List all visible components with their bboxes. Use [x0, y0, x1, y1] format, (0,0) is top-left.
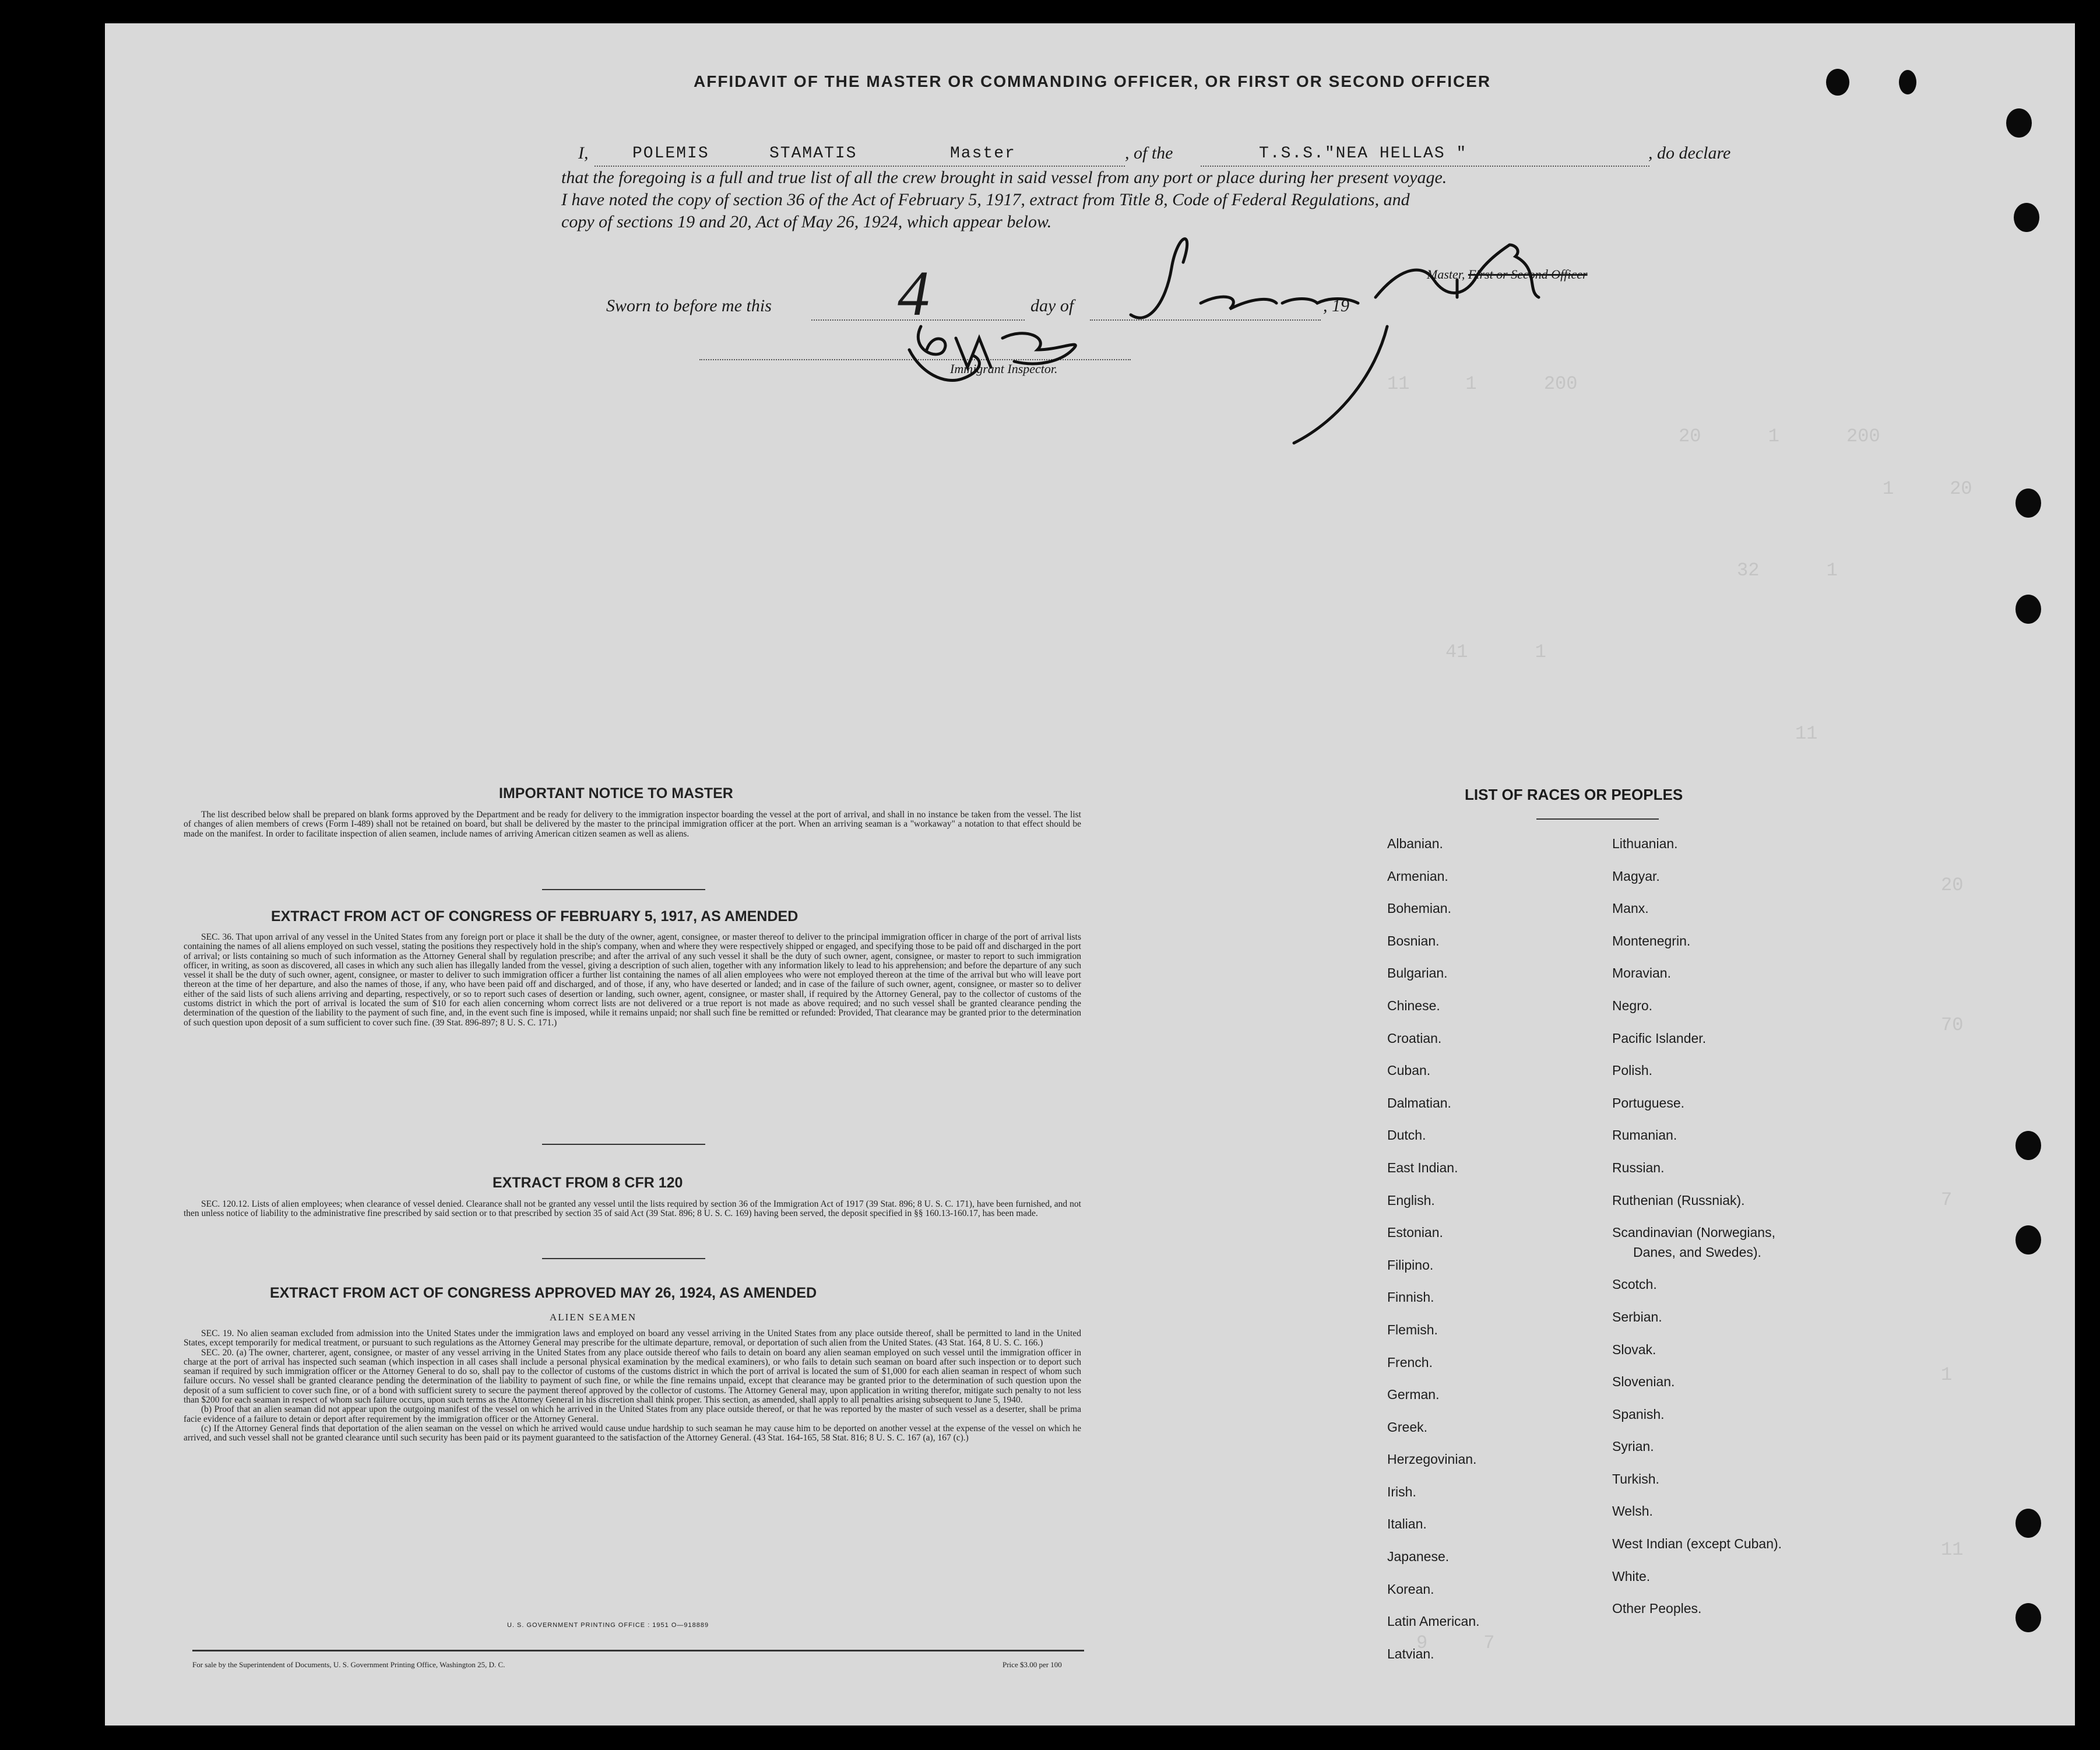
day-of-label: day of [1030, 296, 1074, 315]
race-item: Scandinavian (Norwegians, [1612, 1225, 1775, 1241]
sec-20c-paragraph: (c) If the Attorney General finds that deportation of the alien seaman on the vessel on which he arrived would cause undue hardship to such seaman he may cause him to be deported on another vessel at the expense of the vessel on which he arrived, and such vessel shall not be granted clearance until such security has been paid or its payment guaranteed to the satisfaction of the Attorney General. (43 Stat. 164-165, 58 Stat. 816; 8 U. S. C. 167 (a), 167 (c).) [184, 1423, 1081, 1443]
race-item: West Indian (except Cuban). [1612, 1536, 1782, 1552]
race-item: Manx. [1612, 901, 1649, 916]
do-declare-label: , do declare [1648, 143, 1731, 163]
affidavit-line-3: I have noted the copy of section 36 of the Act of February 5, 1917, extract from Title 8, Code of Federal Regulations, and [561, 190, 1410, 209]
footer-sale-note: For sale by the Superintendent of Documents, U. S. Government Printing Office, Washington 25, D. C. [192, 1660, 505, 1669]
race-item: Latvian. [1387, 1646, 1434, 1661]
race-item: Latin American. [1387, 1614, 1480, 1629]
handwritten-signatures [105, 23, 2075, 490]
race-item: Rumanian. [1612, 1127, 1677, 1143]
extract-1917-paragraph: SEC. 36. That upon arrival of any vessel in the United States from any foreign port or place it shall be the duty of the owner, agent, consignee, or master thereof to deliver to the principal immigration officer in charge of the port of arrival lists containing the names of all aliens employed on such vessel, stating the positions they respectively hold in the ship's company, when and where they were respectively shipped or engaged, and specifying those to be paid off and discharged in the port of arrival; or lists containing so much of such information as the Attorney General shall by regulation prescribe; and after the arrival of any such vessel it shall be the duty of such owner, agent, consignee, or master to report to such immigration officer, in writing, as soon as discovered, all cases in which any such alien has illegally landed from the vessel, giving a description of such alien, together with any information likely to lead to his apprehension; and before the departure of any such vessel it shall be the duty of such owner, agent, consignee, or master to deliver to such immigration officer a further list containing the names of all alien employees who were not employed thereon at the time of the arrival but who will leave port thereon at the time of her departure, and also the names of those, if any, who have been paid off and discharged, and of those, if any, who have deserted or landed; and in case of the failure of such owner, agent, consignee, or master so to deliver either of the said lists of such aliens arriving and departing, respectively, or so to report such cases of desertion or landing, such owner, agent, consignee, or master shall, if required by the Attorney General, pay to the collector of customs of the customs district in which the port of arrival is located the sum of $10 for each alien concerning whom correct lists are not delivered or a true report is not made as above required; and no such vessel shall be granted clearance pending the determination of the question of the liability to the payment of such fine, and, in the event such fine is imposed, while it remains unpaid; nor shall such fine be remitted or refunded: Provided, That clearance may be granted prior to the determination of such question upon deposit of a sum sufficient to cover such fine. (39 Stat. 896-897; 8 U. S. C. 171.) [184, 932, 1081, 1028]
race-item: Magyar. [1612, 868, 1660, 884]
race-item: Bosnian. [1387, 933, 1440, 948]
race-item: Albanian. [1387, 836, 1443, 851]
race-item: Dalmatian. [1387, 1095, 1451, 1111]
race-item: Dutch. [1387, 1127, 1426, 1143]
notice-paragraph: The list described below shall be prepared on blank forms approved by the Department and be ready for delivery to the immigration inspector boarding the vessel at the port of arrival, and shall in no instance be taken from the vessel. The list of changes of alien members of crews (Form I-489) shall not be retained on board, but shall be delivered by the master to the principal immigration officer at the port. When an arriving seaman is a "workaway" a notation to that effect should be made on the manifest. In order to facilitate inspection of alien seamen, include names of arriving American citizen seamen as well as aliens. [184, 810, 1081, 839]
race-item: Flemish. [1387, 1322, 1438, 1337]
affidavit-line-2: that the foregoing is a full and true list of all the crew brought in said vessel from any port or place during her present voyage. [561, 168, 1447, 187]
race-item: Bohemian. [1387, 901, 1451, 916]
punch-hole [2015, 1131, 2041, 1160]
race-item: Welsh. [1612, 1503, 1653, 1519]
notice-heading: IMPORTANT NOTICE TO MASTER [499, 785, 733, 802]
race-item: Negro. [1612, 997, 1653, 1013]
sworn-label: Sworn to before me this [606, 296, 772, 315]
race-item: Pacific Islander. [1612, 1030, 1707, 1046]
race-item: Ruthenian (Russniak). [1612, 1192, 1745, 1208]
race-item: Danes, and Swedes). [1633, 1244, 1761, 1260]
race-item: Turkish. [1612, 1471, 1659, 1487]
race-item: Estonian. [1387, 1225, 1443, 1241]
signature-master [1376, 245, 1539, 297]
punch-hole [2015, 595, 2041, 624]
rank-value: Master [950, 145, 1016, 163]
punch-hole [2015, 489, 2041, 518]
race-item: Slovak. [1612, 1341, 1656, 1357]
race-item: East Indian. [1387, 1159, 1458, 1175]
race-item: Spanish. [1612, 1406, 1665, 1422]
race-item: Polish. [1612, 1063, 1653, 1078]
extract-cfr-text [184, 1200, 1081, 1219]
signature-month [1131, 239, 1358, 318]
pronoun: I, [578, 143, 589, 163]
struck-officer-text: First or Second Officer [1468, 267, 1588, 282]
race-item: Irish. [1387, 1484, 1416, 1499]
of-the-label: , of the [1125, 143, 1173, 163]
affidavit-line-4: copy of sections 19 and 20, Act of May 26, 1924, which appear below. [561, 212, 1052, 231]
races-heading: LIST OF RACES OR PEOPLES [1465, 786, 1683, 803]
race-item: Japanese. [1387, 1549, 1450, 1565]
race-item: Russian. [1612, 1159, 1665, 1175]
divider [1536, 818, 1659, 820]
race-item: Bulgarian. [1387, 965, 1448, 981]
race-item: Other Peoples. [1612, 1601, 1702, 1617]
race-item: Italian. [1387, 1516, 1427, 1532]
races-left-column [1387, 836, 1480, 1678]
races-right-column [1612, 836, 1782, 1633]
race-item: Korean. [1387, 1581, 1434, 1597]
race-item: Portuguese. [1612, 1095, 1685, 1111]
race-item: Greek. [1387, 1419, 1428, 1435]
footer-price: Price $3.00 per 100 [1002, 1660, 1062, 1669]
race-item: Chinese. [1387, 997, 1440, 1013]
race-item: German. [1387, 1387, 1440, 1403]
race-item: White. [1612, 1568, 1651, 1584]
sworn-day-number: 4 [898, 258, 930, 329]
divider [542, 889, 705, 890]
race-item: Scotch. [1612, 1277, 1657, 1292]
race-item: French. [1387, 1354, 1433, 1370]
signature-slash [1294, 326, 1387, 443]
divider [542, 1144, 705, 1145]
sec-20b-paragraph: (b) Proof that an alien seaman did not appear upon the outgoing manifest of the vessel on which he arrived in the United States from any place outside thereof, or that he was reported by the master of such vessel as a deserter, shall be prima facie evidence of a failure to detain or deport after requirement by the immigration officer or the Attorney General. [184, 1404, 1081, 1424]
extract-1917-text [184, 933, 1081, 1028]
divider [542, 1258, 705, 1259]
footer-rule [192, 1650, 1084, 1651]
signature-inspector [918, 326, 1075, 367]
race-item: Lithuanian. [1612, 836, 1678, 851]
punch-hole [2015, 1509, 2041, 1538]
master-given-name: STAMATIS [769, 145, 857, 163]
race-item: Serbian. [1612, 1309, 1662, 1324]
alien-seamen-subheading: ALIEN SEAMEN [550, 1312, 637, 1323]
extract-1924-heading: EXTRACT FROM ACT OF CONGRESS APPROVED MAY 26, 1924, AS AMENDED [270, 1285, 817, 1301]
gpo-imprint: U. S. GOVERNMENT PRINTING OFFICE : 1951 O—918889 [507, 1622, 709, 1629]
punch-hole [2015, 1603, 2041, 1632]
race-item: Herzegovinian. [1387, 1452, 1477, 1467]
sec-20a-paragraph: SEC. 20. (a) The owner, charterer, agent, consignee, or master of any vessel arriving in the United States from any place outside thereof who fails to detain on board any alien seaman employed on such vessel until the immigration officer in charge at the port of arrival has inspected such seaman (which inspection in all cases shall include a personal physical examination by the medical examiners), or who fails to detain such seaman on board after such inspection or to deport such seaman if required by such immigration officer or the Attorney General to do so, shall pay to the collector of customs of the customs district in which the port of arrival is located the sum of $1,000 for each alien seaman in respect of whom such failure occurs. No vessel shall be granted clearance pending the determination of the liability to payment of such fine, or while the fine remains unpaid, except that clearance may be granted prior to the determination of such question upon the deposit of a sum sufficient to cover such fine, or of a bond with sufficient surety to secure the payment thereof approved by the collector of customs. The Attorney General may, upon application in writing therefor, mitigate such penalty to not less than $200 for each seaman in respect of whom such failure occurs, upon such terms as the Attorney General in his discretion shall think proper. This section, as amended, shall apply to all penalties arising subsequent to June 5, 1940. [184, 1347, 1081, 1405]
master-surname: POLEMIS [632, 145, 709, 163]
extract-cfr-heading: EXTRACT FROM 8 CFR 120 [493, 1175, 683, 1191]
race-item: Filipino. [1387, 1257, 1434, 1273]
race-item: Finnish. [1387, 1289, 1434, 1305]
vessel-name: T.S.S."NEA HELLAS " [1259, 145, 1468, 163]
affidavit-title: AFFIDAVIT OF THE MASTER OR COMMANDING OFFICER, OR FIRST OR SECOND OFFICER [694, 72, 1492, 90]
inspector-label: Immigrant Inspector. [950, 361, 1058, 376]
race-item: Armenian. [1387, 868, 1448, 884]
punch-hole [2015, 1225, 2041, 1254]
extract-1924-text [184, 1329, 1081, 1443]
manifest-sheet: 11 1 200 20 1 200 1 20 32 1 41 1 11 20 70 7 1 11 9 7 AFFIDAVIT OF THE MASTER OR COMMANDING OFFICER, OR FIRST OR SECOND OFFICER I, POLEMIS STAMATIS Master , of the T.S.S."NEA HELLAS " , do declare that the foregoing is a full and true list of all the crew brought in said vessel from any port or place during her present voyage. I have noted the copy of section 36 of the Act of February 5, 1917, extract from Title 8, Code of Federal Regulations, and copy of sections 19 and 20, Act of May 26, 1924, which appear below. Sworn to before me this 4 day of , 19 Master, First or Second Officer Immigrant Inspector. IMPORTANT NOTICE TO MASTER The list described below shall be prepared on blank forms approved by the Department and be ready for delivery to the immigration inspector boarding the vessel at the port of arrival, and shall in no instance be taken from the vessel. The list of changes of alien members of crews (Form I-489) shall not be retained on board, but shall be delivered by the master to the principal immigration officer at the port. When an arriving seaman is a "workaway" a notation to that effect should be made on the manifest. In order to facilitate inspection of alien seamen, include names of arriving American citizen seamen as well as aliens. EXTRACT FROM ACT OF CONGRESS OF FEBRUARY 5, 1917, AS AMENDED SEC. 36. That upon arrival of any vessel in the United States from any foreign port or place it shall be the duty of the owner, agent, consignee, or master thereof to deliver to the principal immigration officer in charge of the port of arrival lists containing the names of all aliens employed on such vessel, stating the positions they respectively hold in the ship's company, when and where they were respectively shipped or engaged, and specifying those to be paid off and discharged in the port of arrival; or lists containing so much of such information as the Attorney General shall by regulation prescribe; and after the arrival of any such vessel it shall be the duty of such owner, agent, consignee, or master to report to such immigration officer, in writing, as soon as discovered, all cases in which any such alien has illegally landed from the vessel, giving a description of such alien, together with any information likely to lead to his apprehension; and before the departure of any such vessel it shall be the duty of such owner, agent, consignee, or master to deliver to such immigration officer a further list containing the names of all alien employees who were not employed thereon at the time of the arrival but who will leave port thereon at the time of her departure, and also the names of those, if any, who have been paid off and discharged, and of those, if any, who have deserted or landed; and in case of the failure of such owner, agent, consignee, or master so to deliver either of the said lists of such aliens arriving and departing, respectively, or so to report such cases of desertion or landing, such owner, agent, consignee, or master shall, if required by the Attorney General, pay to the collector of customs of the customs district in which the port of arrival is located the sum of $10 for each alien concerning whom correct lists are not delivered or a true report is not made as above required; and no such vessel shall be granted clearance pending the determination of the question of the liability to the payment of such fine, and, in the event such fine is imposed, while it remains unpaid; nor shall such fine be remitted or refunded: Provided, That clearance may be granted prior to the determination of such question upon deposit of a sum sufficient to cover such fine. (39 Stat. 896-897; 8 U. S. C. 171.) EXTRACT FROM 8 CFR 120 SEC. 120.12. Lists of alien employees; when clearance of vessel denied. Clearance shall not be granted any vessel until the lists required by section 36 of the Immigration Act of 1917 (39 Stat. 896; 8 U. S. C. 171), have been furnished, and not then unless notice of liability to the administrative fine prescribed by said section or to that prescribed by section 35 of said Act (39 Stat. 896; 8 U. S. C. 169) having been served, the deposit specified in §§ 160.13-160.17, has been made. EXTRACT FROM ACT OF CONGRESS APPROVED MAY 26, 1924, AS AMENDED ALIEN SEAMEN SEC. 19. No alien seaman excluded from admission into the United States under the immigration laws and employed on board any vessel arriving in the United States from any place outside thereof, shall be permitted to land in the United States, except temporarily for medical treatment, or pursuant to such regulations as the Attorney General may prescribe for the ultimate departure, removal, or deportation of such alien from the United States. (43 Stat. 164, 8 U. S. C. 166.) SEC. 20. (a) The owner, charterer, agent, consignee, or master of any vessel arriving in the United States from any place outside thereof who fails to detain on board any alien seaman employed on such vessel until the immigration officer in charge at the port of arrival has inspected such seaman (which inspection in all cases shall include a personal physical examination by the medical examiners), or who fails to detain such seaman on board after such inspection or to deport such seaman if required by such immigration officer or the Attorney General to do so, shall pay to the collector of customs of the customs district in which the port of arrival is located the sum of $1,000 for each alien seaman in respect of whom such failure occurs. No vessel shall be granted clearance pending the determination of the liability to payment of such fine, or while the fine remains unpaid, except that clearance may be granted prior to the determination of such question upon the deposit of a sum sufficient to cover such fine, or of a bond with sufficient surety to secure the payment thereof approved by the collector of customs. The Attorney General may, upon application in writing therefor, mitigate such penalty to not less than $200 for each seaman in respect of whom such failure occurs, upon such terms as the Attorney General in his discretion shall think proper. This section, as amended, shall apply to all penalties arising subsequent to June 5, 1940. (b) Proof that an alien seaman did not appear upon the outgoing manifest of the vessel on which he arrived in the United States from any place outside thereof, or that he was reported by the master of such vessel as a deserter, shall be prima facie evidence of a failure to detain or deport after requirement by the immigration officer or the Attorney General. (c) If the Attorney General finds that deportation of the alien seaman on the vessel on which he arrived would cause undue hardship to such seaman he may cause him to be deported on another vessel at the expense of the vessel on which he arrived, and such vessel shall not be granted clearance until such security has been paid or its payment guaranteed to the satisfaction of the Attorney General. (43 Stat. 164-165, 58 Stat. 816; 8 U. S. C. 167 (a), 167 (c).) U. S. GOVERNMENT PRINTING OFFICE : 1951 O—918889 For sale by the Superintendent of Documents, U. S. Government Printing Office, Washington 25, D. C. Price $3.00 per 100 LIST OF RACES OR PEOPLES Albanian. Armenian. Bohemian. Bosnian. Bulgarian. Chinese. Croatian. Cuban. Dalmatian. Dutch. East Indian. English. Estonian. Filipino. Finnish. Flemish. French. German. Greek. Herzegovinian. Irish. Italian. Japanese. Korean. Latin American. Latvian. Lithuanian. Magyar. Manx. Montenegrin. Moravian. Negro. Pacific Islander. Polish. Portuguese. Rumanian. Russian. Ruthenian (Russniak). Scandinavian (Norwegians, Danes, and Swedes). Scotch. Serbian. Slovak. Slovenian. Spanish. Syrian. Turkish. Welsh. West Indian (except Cuban). White. Other Peoples. [105, 23, 2075, 1726]
year-label: , 19 [1323, 296, 1349, 315]
extract-cfr-paragraph: SEC. 120.12. Lists of alien employees; when clearance of vessel denied. Clearance shall not be granted any vessel until the lists required by section 36 of the Immigration Act of 1917 (39 Stat. 896; 8 U. S. C. 171), have been furnished, and not then unless notice of liability to the administrative fine prescribed by said section or to that prescribed by section 35 of said Act (39 Stat. 896; 8 U. S. C. 169) having been served, the deposit specified in §§ 160.13-160.17, has been made. [184, 1199, 1081, 1219]
race-item: Croatian. [1387, 1030, 1442, 1046]
race-item: Montenegrin. [1612, 933, 1691, 948]
race-item: Syrian. [1612, 1439, 1654, 1454]
sec-19-paragraph: SEC. 19. No alien seaman excluded from admission into the United States under the immigration laws and employed on board any vessel arriving in the United States from any place outside thereof, shall be permitted to land in the United States, except temporarily for medical treatment, or pursuant to such regulations as the Attorney General may prescribe for the ultimate departure, removal, or deportation of such alien from the United States. (43 Stat. 164, 8 U. S. C. 166.) [184, 1329, 1081, 1348]
race-item: English. [1387, 1192, 1435, 1208]
race-item: Slovenian. [1612, 1374, 1675, 1390]
notice-text [184, 810, 1081, 839]
extract-1917-heading: EXTRACT FROM ACT OF CONGRESS OF FEBRUARY 5, 1917, AS AMENDED [271, 908, 799, 925]
master-label-text: Master, [1427, 267, 1465, 282]
race-item: Moravian. [1612, 965, 1671, 981]
race-item: Cuban. [1387, 1063, 1431, 1078]
